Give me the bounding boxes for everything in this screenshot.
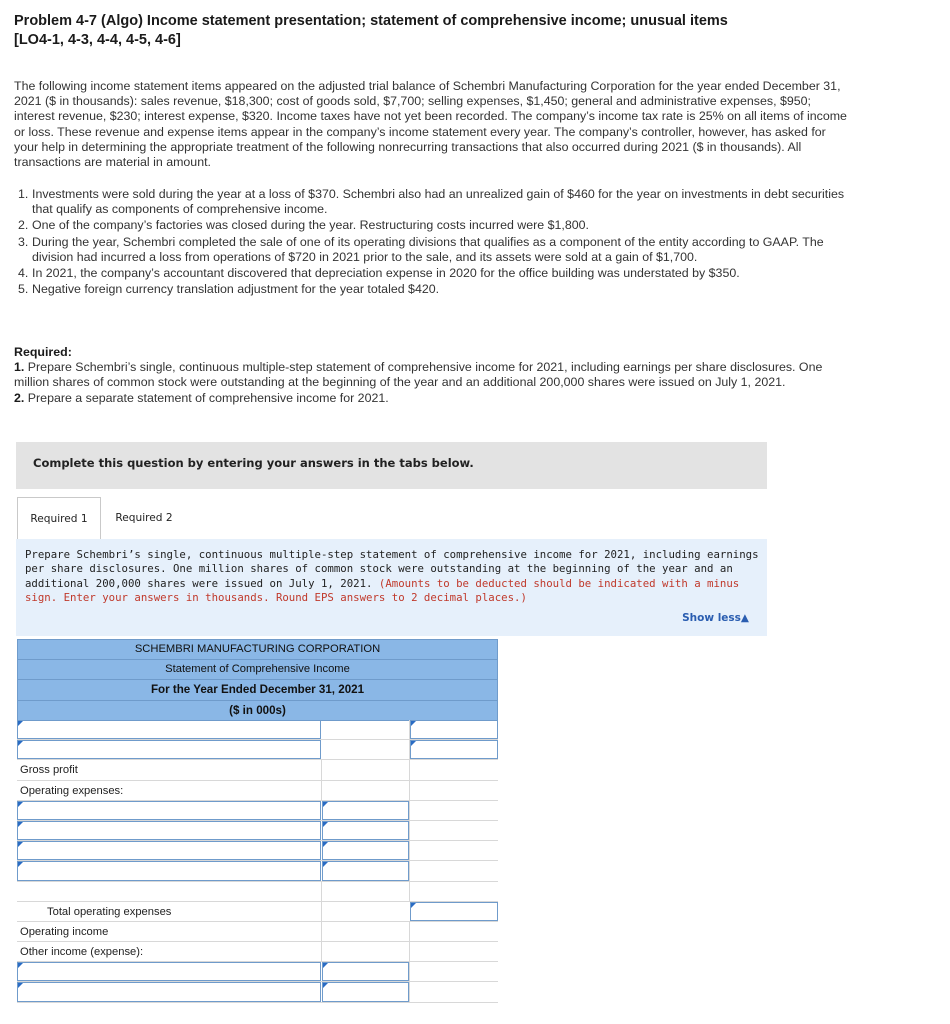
- line-item-input[interactable]: [17, 962, 321, 981]
- table-row: [17, 861, 498, 881]
- table-row: [17, 922, 498, 942]
- amount-input[interactable]: [322, 982, 409, 1001]
- line-item-input[interactable]: [17, 861, 321, 880]
- problem-title-line2: [LO4-1, 4-3, 4-4, 4-5, 4-6]: [14, 32, 181, 48]
- table-row: [17, 962, 498, 982]
- list-item: 2. One of the company’s factories was closed during the year. Restructuring costs incurred were $1,800.: [18, 218, 589, 233]
- list-item: 4. In 2021, the company’s accountant discovered that depreciation expense in 2020 for the office building was understated by $350.: [18, 266, 740, 281]
- complete-banner: [16, 442, 767, 489]
- table-row: [17, 740, 498, 760]
- statement-period: For the Year Ended December 31, 2021: [17, 680, 498, 701]
- line-item-input[interactable]: [17, 740, 321, 759]
- instructions-panel: [16, 539, 767, 636]
- amount-input[interactable]: [410, 902, 498, 921]
- instructions-note: (Amounts to be deducted should be indicated with a minus sign. Enter your answers in thousands. Round EPS answers to 2 decimal places.): [25, 576, 740, 605]
- list-item: 5. Negative foreign currency translation adjustment for the year totaled $420.: [18, 282, 440, 297]
- line-item-input[interactable]: [17, 720, 321, 739]
- table-row: [17, 841, 498, 861]
- table-row: [17, 882, 498, 902]
- required-1: 1. Prepare Schembri’s single, continuous multiple-step statement of comprehensive income for 2021, including earnings per share disclosures. One million shares of common stock were outstanding at the beginning of the year and an additional 200,000 shares were issued on July 1, 2021.: [14, 360, 823, 390]
- table-row: [17, 902, 498, 922]
- amount-input[interactable]: [322, 962, 409, 981]
- line-item-input[interactable]: [17, 821, 321, 840]
- amount-input[interactable]: [410, 740, 498, 759]
- list-item: 1. Investments were sold during the year at a loss of $370. Schembri also had an unrealized gain of $460 for the year on investments in debt securities that qualify as components of comprehensive income.: [18, 187, 845, 217]
- statement-header: [17, 639, 498, 721]
- problem-title: [14, 12, 914, 50]
- line-item-input[interactable]: [17, 801, 321, 820]
- list-item: 3. During the year, Schembri completed the sale of one of its operating divisions that qualifies as a component of the entity according to GAAP. The division had incurred a loss from operations of $720 in 2021 prior to the sale, and its assets were sold at a gain of $1,700.: [18, 234, 824, 264]
- instructions-text: Prepare Schembri’s single, continuous multiple-step statement of comprehensive income for 2021, including earnings per share disclosures. One million shares of common stock were outstanding at the beginning of the year and an additional 200,000 shares were issued on July 1, 2021.: [25, 548, 759, 590]
- amount-input[interactable]: [410, 720, 498, 739]
- amount-input[interactable]: [322, 801, 409, 820]
- statement-table: [17, 720, 498, 1003]
- required-section: [14, 345, 850, 406]
- complete-banner-text: Complete this question by entering your answers in the tabs below.: [33, 456, 474, 470]
- show-less-link[interactable]: Show less▲: [682, 612, 749, 624]
- table-row: [17, 821, 498, 841]
- total-operating-expenses-label: Total operating expenses: [47, 905, 172, 918]
- line-item-input[interactable]: [17, 841, 321, 860]
- required-heading: Required:: [14, 345, 72, 359]
- required-2: 2. Prepare a separate statement of comprehensive income for 2021.: [14, 390, 389, 405]
- table-row: [17, 781, 498, 801]
- amount-input[interactable]: [322, 841, 409, 860]
- problem-title-line1: Problem 4-7 (Algo) Income statement presentation; statement of comprehensive income; unusual items: [14, 13, 728, 29]
- table-row: [17, 982, 498, 1002]
- table-row: [17, 720, 498, 740]
- amount-input[interactable]: [322, 821, 409, 840]
- operating-income-label: Operating income: [20, 925, 109, 938]
- amount-input[interactable]: [322, 861, 409, 880]
- table-row: [17, 942, 498, 962]
- operating-expenses-label: Operating expenses:: [20, 784, 124, 797]
- tab-required-2[interactable]: Required 2: [103, 497, 185, 539]
- problem-intro: The following income statement items appeared on the adjusted trial balance of Schembri Manufacturing Corporation for the year ended December 31, 2021 ($ in thousands): sales revenue, $18,300; cost of goods sold, $7,700; selling expenses, $1,450; general and administrative expenses, $950; interest revenue, $230; interest expense, $320. Income taxes have not yet been recorded. The company’s income tax rate is 25% on all items of income or loss. These revenue and expense items appear in the company’s income statement every year. The company’s controller, however, has asked for your help in determining the appropriate treatment of the following nonrecurring transactions that also occurred during 2021 ($ in thousands). All transactions are material in amount.: [14, 79, 847, 170]
- line-item-input[interactable]: [17, 982, 321, 1001]
- table-row: [17, 801, 498, 821]
- gross-profit-label: Gross profit: [20, 764, 78, 777]
- statement-units: ($ in 000s): [17, 701, 498, 722]
- statement-company: SCHEMBRI MANUFACTURING CORPORATION: [17, 639, 498, 660]
- transaction-list: [18, 187, 848, 298]
- table-row: [17, 760, 498, 780]
- tab-required-1[interactable]: Required 1: [17, 497, 101, 539]
- statement-name: Statement of Comprehensive Income: [17, 660, 498, 681]
- other-income-label: Other income (expense):: [20, 946, 144, 959]
